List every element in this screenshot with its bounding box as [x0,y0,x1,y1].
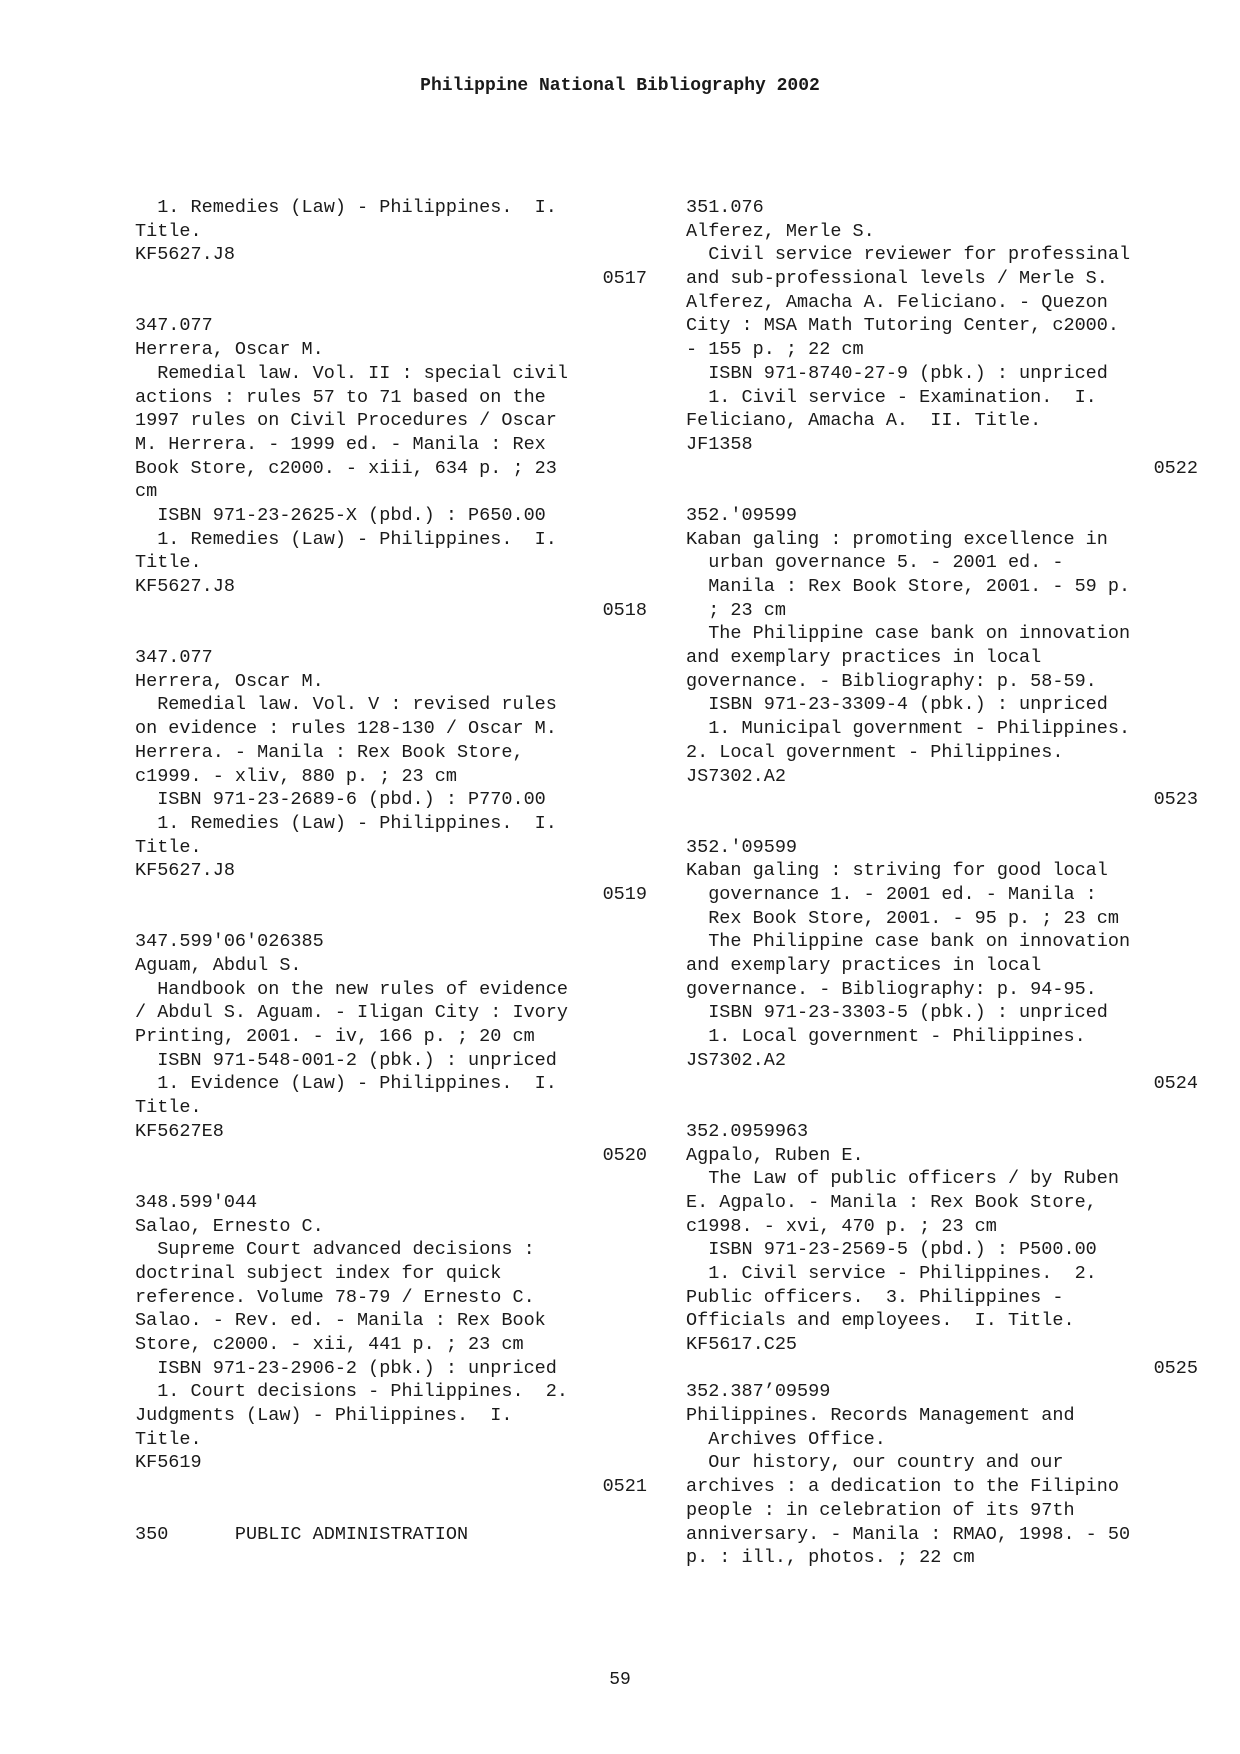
spacer [686,1096,1206,1120]
entry-line: JF1358 [686,433,753,455]
entry-line: actions : rules 57 to 71 based on the [135,386,546,408]
entry-line: 1. Local government - Philippines. [686,1026,1086,1048]
bibliographic-entry [686,836,1206,1073]
record-number-text: 0522 [1153,457,1198,479]
entry-line: Title. [135,220,202,242]
entry-line: Judgments (Law) - Philippines. I. [135,1405,513,1427]
entry-line: 1. Remedies (Law) - Philippines. I. [135,528,557,550]
entry-line: Public officers. 3. Philippines - [686,1286,1064,1308]
entry-line: KF5627.J8 [135,576,235,597]
entry-line: people : in celebration of its 97th [686,1499,1075,1521]
record-number [135,1475,655,1499]
entry-line: 1997 rules on Civil Procedures / Oscar [135,410,557,432]
entry-line: ISBN 971-23-2569-5 (pbd.) : P500.00 [686,1239,1097,1261]
record-number-text: 0523 [1153,789,1198,811]
entry-line: Handbook on the new rules of evidence [135,978,568,1000]
entry-line: Title. [135,1097,202,1119]
entry-line: 350 PUBLIC ADMINISTRATION [135,1523,469,1545]
entry-line: KF5627.J8 [135,860,235,882]
bibliographic-entry [686,196,1206,457]
entry-line: archives : a dedication to the Filipino [686,1476,1119,1498]
entry-line: Supreme Court advanced decisions : [135,1239,535,1261]
record-number-text: 0520 [602,1144,647,1166]
bibliographic-entry [135,646,655,883]
entry-line: The Law of public officers / by Ruben [686,1168,1119,1190]
entry-line: The Philippine case bank on innovation [686,931,1131,953]
entry-line: 1. Remedies (Law) - Philippines. I. [135,197,557,218]
bibliographic-entry [686,504,1206,788]
entry-line: Salao. - Rev. ed. - Manila : Rex Book [135,1310,546,1332]
spacer [135,907,655,931]
entry-line: Herrera, Oscar M. [135,339,324,361]
record-number [686,457,1206,481]
entry-line: City : MSA Math Tutoring Center, c2000. [686,315,1119,337]
entry-line: 2. Local government - Philippines. [686,741,1064,763]
record-number-text: 0521 [602,1476,647,1498]
entry-line: Herrera. - Manila : Rex Book Store, [135,741,524,763]
entry-line: 1. Civil service - Philippines. 2. [686,1262,1097,1284]
entry-line: ISBN 971-23-2906-2 (pbk.) : unpriced [135,1357,557,1379]
entry-line: JS7302.A2 [686,765,786,787]
entry-line: Philippines. Records Management and [686,1405,1075,1427]
entry-line: reference. Volume 78-79 / Ernesto C. [135,1286,535,1308]
spacer [686,480,1206,504]
entry-line: p. : ill., photos. ; 22 cm [686,1547,975,1569]
entry-line: ISBN 971-548-001-2 (pbk.) : unpriced [135,1049,557,1071]
entry-line: ISBN 971-23-3309-4 (pbk.) : unpriced [686,694,1108,716]
entry-line: Title. [135,552,202,574]
bibliographic-entry [135,930,655,1143]
entry-line: 347.599'06'026385 [135,931,324,953]
entry-line: Feliciano, Amacha A. II. Title. [686,410,1042,432]
entry-line: ISBN 971-8740-27-9 (pbk.) : unpriced [686,362,1108,384]
entry-line: Title. [135,836,202,858]
entry-line: Printing, 2001. - iv, 166 p. ; 20 cm [135,1026,535,1048]
entry-line: Rex Book Store, 2001. - 95 p. ; 23 cm [686,907,1119,929]
entry-line: anniversary. - Manila : RMAO, 1998. - 50 [686,1523,1131,1545]
record-number [686,1357,1206,1381]
entry-line: 352.'09599 [686,504,798,526]
entry-line: Store, c2000. - xii, 441 p. ; 23 cm [135,1334,524,1355]
entry-line: and exemplary practices in local [686,647,1042,669]
entry-line: Remedial law. Vol. II : special civil [135,362,568,384]
entry-line: 1. Evidence (Law) - Philippines. I. [135,1073,557,1095]
entry-line: Book Store, c2000. - xiii, 634 p. ; 23 [135,457,557,479]
page-title: Philippine National Bibliography 2002 [420,76,820,96]
spacer [135,291,655,315]
entry-line: Alferez, Amacha A. Feliciano. - Quezon [686,291,1108,313]
entry-line: 347.077 [135,647,213,669]
right-column [686,196,1206,1570]
entry-line: Civil service reviewer for professinal [686,244,1131,266]
entry-line: c1999. - xliv, 880 p. ; 23 cm [135,765,457,787]
record-number [135,1144,655,1168]
entry-line: 352.'09599 [686,836,798,858]
entry-line: Kaban galing : striving for good local [686,860,1108,882]
entry-line: governance. - Bibliography: p. 94-95. [686,978,1097,1000]
entry-line: Herrera, Oscar M. [135,670,324,692]
entry-line: ISBN 971-23-3303-5 (pbk.) : unpriced [686,1002,1108,1024]
entry-line: Our history, our country and our [686,1452,1064,1474]
entry-line: KF5619 [135,1452,202,1474]
entry-line: Alferez, Merle S. [686,220,875,242]
record-number [135,599,655,623]
record-number [686,788,1206,812]
entry-line: 1. Court decisions - Philippines. 2. [135,1381,568,1403]
entry-line: KF5627E8 [135,1120,224,1142]
entry-line: M. Herrera. - 1999 ed. - Manila : Rex [135,433,546,455]
entry-line: Remedial law. Vol. V : revised rules [135,694,557,716]
entry-line: ; 23 cm [686,599,786,621]
entry-line: 347.077 [135,315,213,337]
entry-line: urban governance 5. - 2001 ed. - [686,552,1064,574]
spacer [135,622,655,646]
entry-line: ISBN 971-23-2625-X (pbd.) : P650.00 [135,504,546,526]
entry-line: 1. Municipal government - Philippines. [686,718,1131,740]
entry-line: 352.0959963 [686,1120,809,1142]
entry-line: 352.387’09599 [686,1381,831,1403]
entry-line: c1998. - xvi, 470 p. ; 23 cm [686,1215,997,1237]
entry-line: and sub-professional levels / Merle S. [686,268,1108,290]
record-number [135,883,655,907]
entry-line: Title. [135,1428,202,1450]
left-column [135,196,655,1546]
entry-line: cm [135,481,158,503]
record-number-text: 0518 [602,599,647,621]
bibliographic-entry [135,1523,655,1547]
entry-line: E. Agpalo. - Manila : Rex Book Store, [686,1191,1097,1213]
spacer [135,1499,655,1523]
entry-line: Manila : Rex Book Store, 2001. - 59 p. [686,576,1131,597]
bibliographic-entry [135,196,655,267]
entry-line: governance. - Bibliography: p. 58-59. [686,670,1097,692]
entry-line: Officials and employees. I. Title. [686,1310,1075,1332]
page-number: 59 [609,1670,631,1690]
record-number-text: 0517 [602,268,647,290]
spacer [686,812,1206,836]
entry-line: JS7302.A2 [686,1049,786,1071]
entry-line: Kaban galing : promoting excellence in [686,528,1108,550]
entry-line: 348.599'044 [135,1191,258,1213]
bibliographic-entry [686,1120,1206,1357]
entry-line: The Philippine case bank on innovation [686,623,1131,645]
record-number-text: 0524 [1153,1073,1198,1095]
entry-line: governance 1. - 2001 ed. - Manila : [686,883,1097,905]
entry-line: doctrinal subject index for quick [135,1262,502,1284]
entry-line: Archives Office. [686,1428,886,1450]
entry-line: 1. Remedies (Law) - Philippines. I. [135,812,557,834]
entry-line: / Abdul S. Aguam. - Iligan City : Ivory [135,1002,568,1024]
spacer [135,1167,655,1191]
entry-line: Agpalo, Ruben E. [686,1144,864,1166]
bibliographic-entry [135,314,655,598]
entry-line: - 155 p. ; 22 cm [686,339,864,361]
entry-line: KF5617.C25 [686,1334,798,1355]
record-number [686,1072,1206,1096]
entry-line: KF5627.J8 [135,244,235,266]
entry-line: 351.076 [686,197,764,218]
entry-line: Aguam, Abdul S. [135,955,302,976]
bibliographic-entry [686,1380,1206,1570]
entry-line: and exemplary practices in local [686,955,1042,976]
entry-line: on evidence : rules 128-130 / Oscar M. [135,718,557,740]
entry-line: 1. Civil service - Examination. I. [686,386,1097,408]
record-number [135,267,655,291]
record-number-text: 0519 [602,883,647,905]
record-number-text: 0525 [1153,1357,1198,1379]
entry-line: ISBN 971-23-2689-6 (pbd.) : P770.00 [135,789,546,811]
bibliographic-entry [135,1191,655,1475]
entry-line: Salao, Ernesto C. [135,1215,324,1237]
